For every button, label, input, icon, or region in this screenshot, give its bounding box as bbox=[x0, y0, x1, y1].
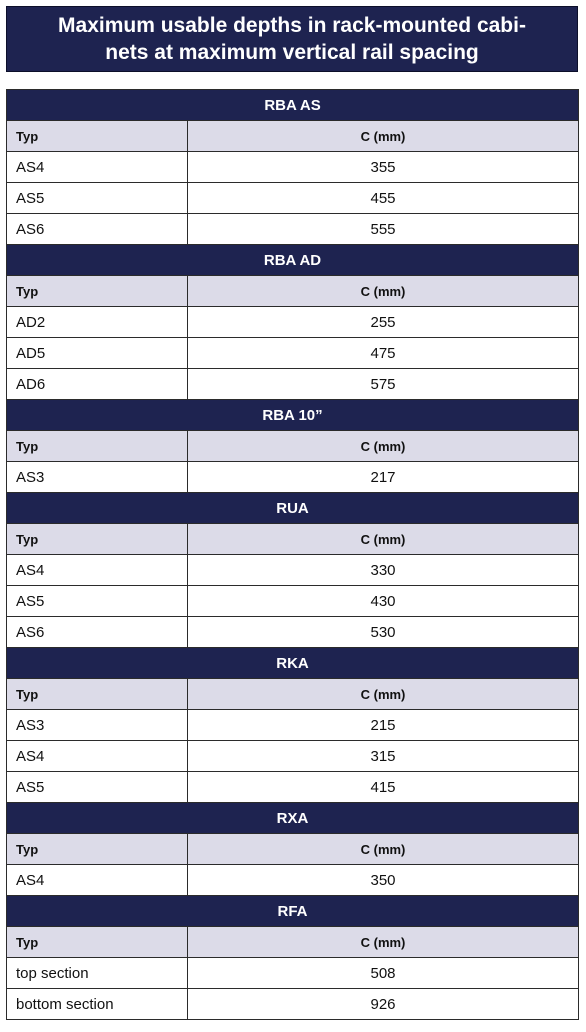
table-row bbox=[7, 462, 579, 493]
cell-typ: AD5 bbox=[7, 338, 188, 369]
cell-typ: AS3 bbox=[7, 462, 188, 493]
table-row bbox=[7, 338, 579, 369]
column-header-c-mm: C (mm) bbox=[188, 834, 579, 865]
column-header-typ: Typ bbox=[7, 834, 188, 865]
column-header-c-mm: C (mm) bbox=[188, 431, 579, 462]
table-row bbox=[7, 152, 579, 183]
table-row bbox=[7, 183, 579, 214]
column-header-typ: Typ bbox=[7, 121, 188, 152]
cell-c-mm: 530 bbox=[188, 617, 579, 648]
section-title: RXA bbox=[7, 803, 579, 834]
section-title: RKA bbox=[7, 648, 579, 679]
section-title: RUA bbox=[7, 493, 579, 524]
section-header-rba-10 bbox=[7, 400, 579, 431]
cell-c-mm: 430 bbox=[188, 586, 579, 617]
cell-typ: AS4 bbox=[7, 555, 188, 586]
cell-typ: AS6 bbox=[7, 214, 188, 245]
cell-typ: AS3 bbox=[7, 710, 188, 741]
column-header-row bbox=[7, 276, 579, 307]
column-header-row bbox=[7, 679, 579, 710]
cell-c-mm: 415 bbox=[188, 772, 579, 803]
table-row bbox=[7, 958, 579, 989]
cell-typ: AS4 bbox=[7, 865, 188, 896]
cell-typ: AS5 bbox=[7, 183, 188, 214]
table-row bbox=[7, 369, 579, 400]
column-header-typ: Typ bbox=[7, 524, 188, 555]
table-row bbox=[7, 586, 579, 617]
cell-c-mm: 475 bbox=[188, 338, 579, 369]
column-header-row bbox=[7, 431, 579, 462]
table-row bbox=[7, 214, 579, 245]
column-header-row bbox=[7, 834, 579, 865]
section-title: RBA AD bbox=[7, 245, 579, 276]
page-title bbox=[6, 6, 578, 72]
cell-c-mm: 355 bbox=[188, 152, 579, 183]
table-row bbox=[7, 865, 579, 896]
cell-c-mm: 255 bbox=[188, 307, 579, 338]
table-row bbox=[7, 617, 579, 648]
cell-c-mm: 926 bbox=[188, 989, 579, 1020]
cell-c-mm: 508 bbox=[188, 958, 579, 989]
column-header-c-mm: C (mm) bbox=[188, 524, 579, 555]
title-line-2: nets at maximum vertical rail spacing bbox=[105, 41, 479, 64]
cell-typ: AS5 bbox=[7, 586, 188, 617]
column-header-c-mm: C (mm) bbox=[188, 276, 579, 307]
table-row bbox=[7, 741, 579, 772]
depth-table bbox=[6, 89, 579, 1020]
cell-c-mm: 555 bbox=[188, 214, 579, 245]
cell-typ: AS5 bbox=[7, 772, 188, 803]
cell-c-mm: 315 bbox=[188, 741, 579, 772]
table-row bbox=[7, 307, 579, 338]
table-row bbox=[7, 555, 579, 586]
column-header-typ: Typ bbox=[7, 431, 188, 462]
section-title: RFA bbox=[7, 896, 579, 927]
column-header-typ: Typ bbox=[7, 679, 188, 710]
section-header-rfa bbox=[7, 896, 579, 927]
column-header-row bbox=[7, 121, 579, 152]
column-header-c-mm: C (mm) bbox=[188, 121, 579, 152]
cell-typ: AS4 bbox=[7, 152, 188, 183]
table-row bbox=[7, 989, 579, 1020]
column-header-typ: Typ bbox=[7, 276, 188, 307]
cell-typ: top section bbox=[7, 958, 188, 989]
section-header-rba-ad bbox=[7, 245, 579, 276]
cell-c-mm: 330 bbox=[188, 555, 579, 586]
column-header-row bbox=[7, 927, 579, 958]
column-header-c-mm: C (mm) bbox=[188, 679, 579, 710]
table-row bbox=[7, 772, 579, 803]
section-header-rba-as bbox=[7, 90, 579, 121]
cell-c-mm: 217 bbox=[188, 462, 579, 493]
section-title: RBA 10” bbox=[7, 400, 579, 431]
table-row bbox=[7, 710, 579, 741]
section-header-rua bbox=[7, 493, 579, 524]
section-title: RBA AS bbox=[7, 90, 579, 121]
section-header-rxa bbox=[7, 803, 579, 834]
title-line-1: Maximum usable depths in rack-mounted cabi- bbox=[58, 14, 526, 37]
column-header-row bbox=[7, 524, 579, 555]
cell-c-mm: 575 bbox=[188, 369, 579, 400]
cell-typ: AD2 bbox=[7, 307, 188, 338]
section-header-rka bbox=[7, 648, 579, 679]
cell-c-mm: 215 bbox=[188, 710, 579, 741]
column-header-c-mm: C (mm) bbox=[188, 927, 579, 958]
cell-c-mm: 350 bbox=[188, 865, 579, 896]
cell-typ: AS6 bbox=[7, 617, 188, 648]
cell-typ: bottom section bbox=[7, 989, 188, 1020]
column-header-typ: Typ bbox=[7, 927, 188, 958]
cell-c-mm: 455 bbox=[188, 183, 579, 214]
cell-typ: AD6 bbox=[7, 369, 188, 400]
cell-typ: AS4 bbox=[7, 741, 188, 772]
